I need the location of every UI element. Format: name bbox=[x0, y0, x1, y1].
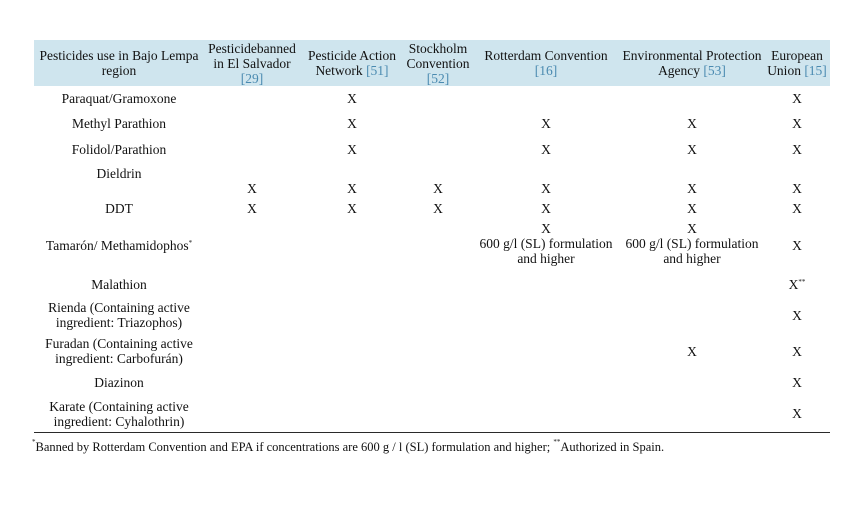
pesticide-name-cell bbox=[34, 198, 204, 219]
status-mark: X bbox=[687, 141, 697, 157]
status-mark: X bbox=[792, 406, 802, 422]
status-cell bbox=[764, 86, 830, 110]
status-mark: X bbox=[347, 201, 357, 216]
status-cell bbox=[300, 396, 404, 432]
column-header-1 bbox=[204, 40, 300, 86]
status-cell bbox=[472, 198, 620, 219]
column-header-reference: [52] bbox=[426, 70, 450, 86]
pesticide-name-cell bbox=[34, 396, 204, 432]
status-cell bbox=[204, 136, 300, 162]
status-mark: X bbox=[687, 221, 697, 236]
status-cell bbox=[404, 86, 472, 110]
pesticide-name: Methyl Parathion bbox=[71, 115, 167, 131]
status-mark: X bbox=[792, 237, 802, 253]
status-cell bbox=[472, 396, 620, 432]
pesticide-name: Malathion bbox=[91, 276, 147, 292]
status-cell bbox=[764, 162, 830, 198]
footnote-text-1: Banned by Rotterdam Convention and EPA if concentrations are 600 g / l (SL) formulation and higher; bbox=[35, 440, 554, 454]
status-cell bbox=[300, 86, 404, 110]
status-cell bbox=[404, 297, 472, 333]
status-mark: X bbox=[792, 343, 802, 359]
status-note: 600 g/l (SL) formulation and higher bbox=[625, 236, 759, 266]
status-mark: X bbox=[247, 181, 257, 196]
status-cell bbox=[472, 271, 620, 297]
status-cell bbox=[620, 369, 764, 396]
status-cell bbox=[300, 110, 404, 136]
status-cell bbox=[620, 110, 764, 136]
status-cell bbox=[204, 219, 300, 271]
column-header-reference: [15] bbox=[804, 63, 827, 78]
status-cell bbox=[472, 86, 620, 110]
column-header-label: Pesticides use in Bajo Lempa region bbox=[39, 48, 199, 78]
status-cell bbox=[764, 297, 830, 333]
table-row bbox=[34, 198, 830, 219]
pesticide-name: Diazinon bbox=[94, 375, 144, 390]
pesticide-name: Furadan (Containing active ingredient: Carbofurán) bbox=[45, 336, 193, 366]
status-cell bbox=[300, 219, 404, 271]
column-header-reference: [53] bbox=[703, 63, 726, 78]
column-header-label: Stockholm Convention bbox=[406, 40, 470, 71]
column-header-label: Environmental Protection Agency bbox=[622, 48, 762, 78]
column-header-6 bbox=[764, 40, 830, 86]
status-cell bbox=[204, 271, 300, 297]
pesticide-name: Folidol/Parathion bbox=[71, 141, 167, 157]
status-cell bbox=[764, 136, 830, 162]
footnote-text-2: Authorized in Spain. bbox=[560, 440, 665, 454]
status-cell bbox=[404, 136, 472, 162]
status-cell bbox=[472, 136, 620, 162]
status-mark: X bbox=[792, 181, 802, 196]
status-cell bbox=[404, 396, 472, 432]
status-mark: X bbox=[247, 201, 257, 216]
table-row bbox=[34, 162, 830, 198]
status-cell bbox=[620, 297, 764, 333]
status-cell bbox=[620, 271, 764, 297]
pesticide-name-cell bbox=[34, 219, 204, 271]
status-cell bbox=[764, 369, 830, 396]
status-cell bbox=[620, 86, 764, 110]
table-row bbox=[34, 297, 830, 333]
status-cell bbox=[204, 86, 300, 110]
status-cell bbox=[300, 333, 404, 369]
status-cell bbox=[204, 333, 300, 369]
status-cell bbox=[764, 198, 830, 219]
status-cell bbox=[300, 162, 404, 198]
status-mark: X bbox=[687, 181, 697, 196]
status-cell bbox=[204, 396, 300, 432]
status-cell bbox=[764, 219, 830, 271]
status-cell bbox=[620, 162, 764, 198]
pesticide-name: Tamarón/ Methamidophos bbox=[45, 237, 189, 253]
column-header-5 bbox=[620, 40, 764, 86]
status-cell bbox=[472, 110, 620, 136]
status-cell bbox=[620, 219, 764, 271]
status-mark: X bbox=[347, 115, 357, 131]
status-footnote-mark: ** bbox=[798, 277, 806, 286]
status-cell bbox=[620, 396, 764, 432]
table-row bbox=[34, 396, 830, 432]
table-row bbox=[34, 219, 830, 271]
pesticide-table bbox=[34, 40, 830, 433]
pesticide-name-cell bbox=[34, 271, 204, 297]
pesticide-name-cell bbox=[34, 136, 204, 162]
column-header-reference: [51] bbox=[366, 63, 389, 78]
status-cell bbox=[404, 219, 472, 271]
status-cell bbox=[764, 271, 830, 297]
column-header-reference: [29] bbox=[240, 70, 264, 86]
table-row bbox=[34, 136, 830, 162]
status-mark: X bbox=[792, 115, 802, 131]
column-header-3 bbox=[404, 40, 472, 86]
status-mark: X bbox=[347, 141, 357, 157]
status-mark: X bbox=[541, 181, 551, 196]
pesticide-table-container bbox=[34, 40, 830, 433]
status-cell bbox=[404, 369, 472, 396]
status-mark: X bbox=[792, 141, 802, 157]
column-header-label: Pesticidebanned in El Salvador bbox=[208, 40, 296, 71]
status-mark: X bbox=[792, 90, 802, 106]
table-body bbox=[34, 86, 830, 432]
status-mark: X bbox=[687, 115, 697, 131]
status-cell bbox=[204, 369, 300, 396]
status-mark: X bbox=[433, 181, 443, 196]
status-cell bbox=[300, 369, 404, 396]
footnote-mark-1: * bbox=[32, 438, 36, 446]
status-cell bbox=[764, 110, 830, 136]
column-header-label: European Union bbox=[767, 48, 823, 78]
pesticide-name-cell bbox=[34, 297, 204, 333]
footnote-mark-2: ** bbox=[553, 438, 561, 446]
column-header-label: Pesticide Action Network bbox=[307, 48, 397, 78]
status-cell bbox=[404, 110, 472, 136]
pesticide-name: Karate (Containing active ingredient: Cyhalothrin) bbox=[49, 398, 189, 429]
status-cell bbox=[472, 297, 620, 333]
status-note: 600 g/l (SL) formulation and higher bbox=[479, 236, 613, 266]
status-cell bbox=[764, 396, 830, 432]
status-mark: X bbox=[792, 307, 802, 323]
status-cell bbox=[404, 198, 472, 219]
status-mark: X bbox=[792, 201, 802, 216]
status-mark: X bbox=[541, 141, 551, 157]
pesticide-name: Paraquat/Gramoxone bbox=[61, 90, 177, 106]
status-cell bbox=[472, 333, 620, 369]
status-mark: X bbox=[347, 181, 357, 196]
table-row bbox=[34, 271, 830, 297]
status-cell bbox=[204, 198, 300, 219]
status-mark: X bbox=[792, 375, 802, 390]
table-row bbox=[34, 333, 830, 369]
status-cell bbox=[404, 271, 472, 297]
table-footnote bbox=[32, 440, 664, 455]
status-cell bbox=[620, 333, 764, 369]
pesticide-name-cell bbox=[34, 369, 204, 396]
pesticide-name-cell bbox=[34, 333, 204, 369]
column-header-2 bbox=[300, 40, 404, 86]
status-cell bbox=[300, 297, 404, 333]
status-cell bbox=[204, 297, 300, 333]
pesticide-name-cell bbox=[34, 110, 204, 136]
status-cell bbox=[472, 369, 620, 396]
status-mark: X bbox=[687, 201, 697, 216]
status-cell bbox=[764, 333, 830, 369]
pesticide-name: Dieldrin bbox=[96, 166, 142, 181]
status-cell bbox=[300, 198, 404, 219]
status-mark: X bbox=[541, 201, 551, 216]
table-row bbox=[34, 110, 830, 136]
column-header-label: Rotterdam Convention bbox=[484, 48, 608, 63]
status-cell bbox=[472, 219, 620, 271]
status-cell bbox=[404, 333, 472, 369]
table-row bbox=[34, 369, 830, 396]
status-cell bbox=[300, 271, 404, 297]
pesticide-name: Rienda (Containing active ingredient: Triazophos) bbox=[48, 300, 190, 330]
status-mark: X bbox=[433, 201, 443, 216]
status-mark: X bbox=[541, 221, 551, 236]
pesticide-name-cell bbox=[34, 162, 204, 198]
status-mark: X bbox=[788, 276, 799, 292]
status-mark: X bbox=[541, 115, 551, 131]
status-cell bbox=[404, 162, 472, 198]
status-cell bbox=[204, 110, 300, 136]
status-cell bbox=[620, 198, 764, 219]
status-mark: X bbox=[347, 90, 357, 106]
status-cell bbox=[620, 136, 764, 162]
column-header-reference: [16] bbox=[534, 63, 558, 78]
status-cell bbox=[204, 162, 300, 198]
pesticide-name: DDT bbox=[105, 201, 133, 216]
header-row bbox=[34, 40, 830, 86]
status-mark: X bbox=[687, 343, 697, 359]
status-cell bbox=[472, 162, 620, 198]
pesticide-name-footnote-mark: * bbox=[188, 238, 193, 247]
column-header-4 bbox=[472, 40, 620, 86]
column-header-0 bbox=[34, 40, 204, 86]
status-cell bbox=[300, 136, 404, 162]
table-row bbox=[34, 86, 830, 110]
pesticide-name-cell bbox=[34, 86, 204, 110]
